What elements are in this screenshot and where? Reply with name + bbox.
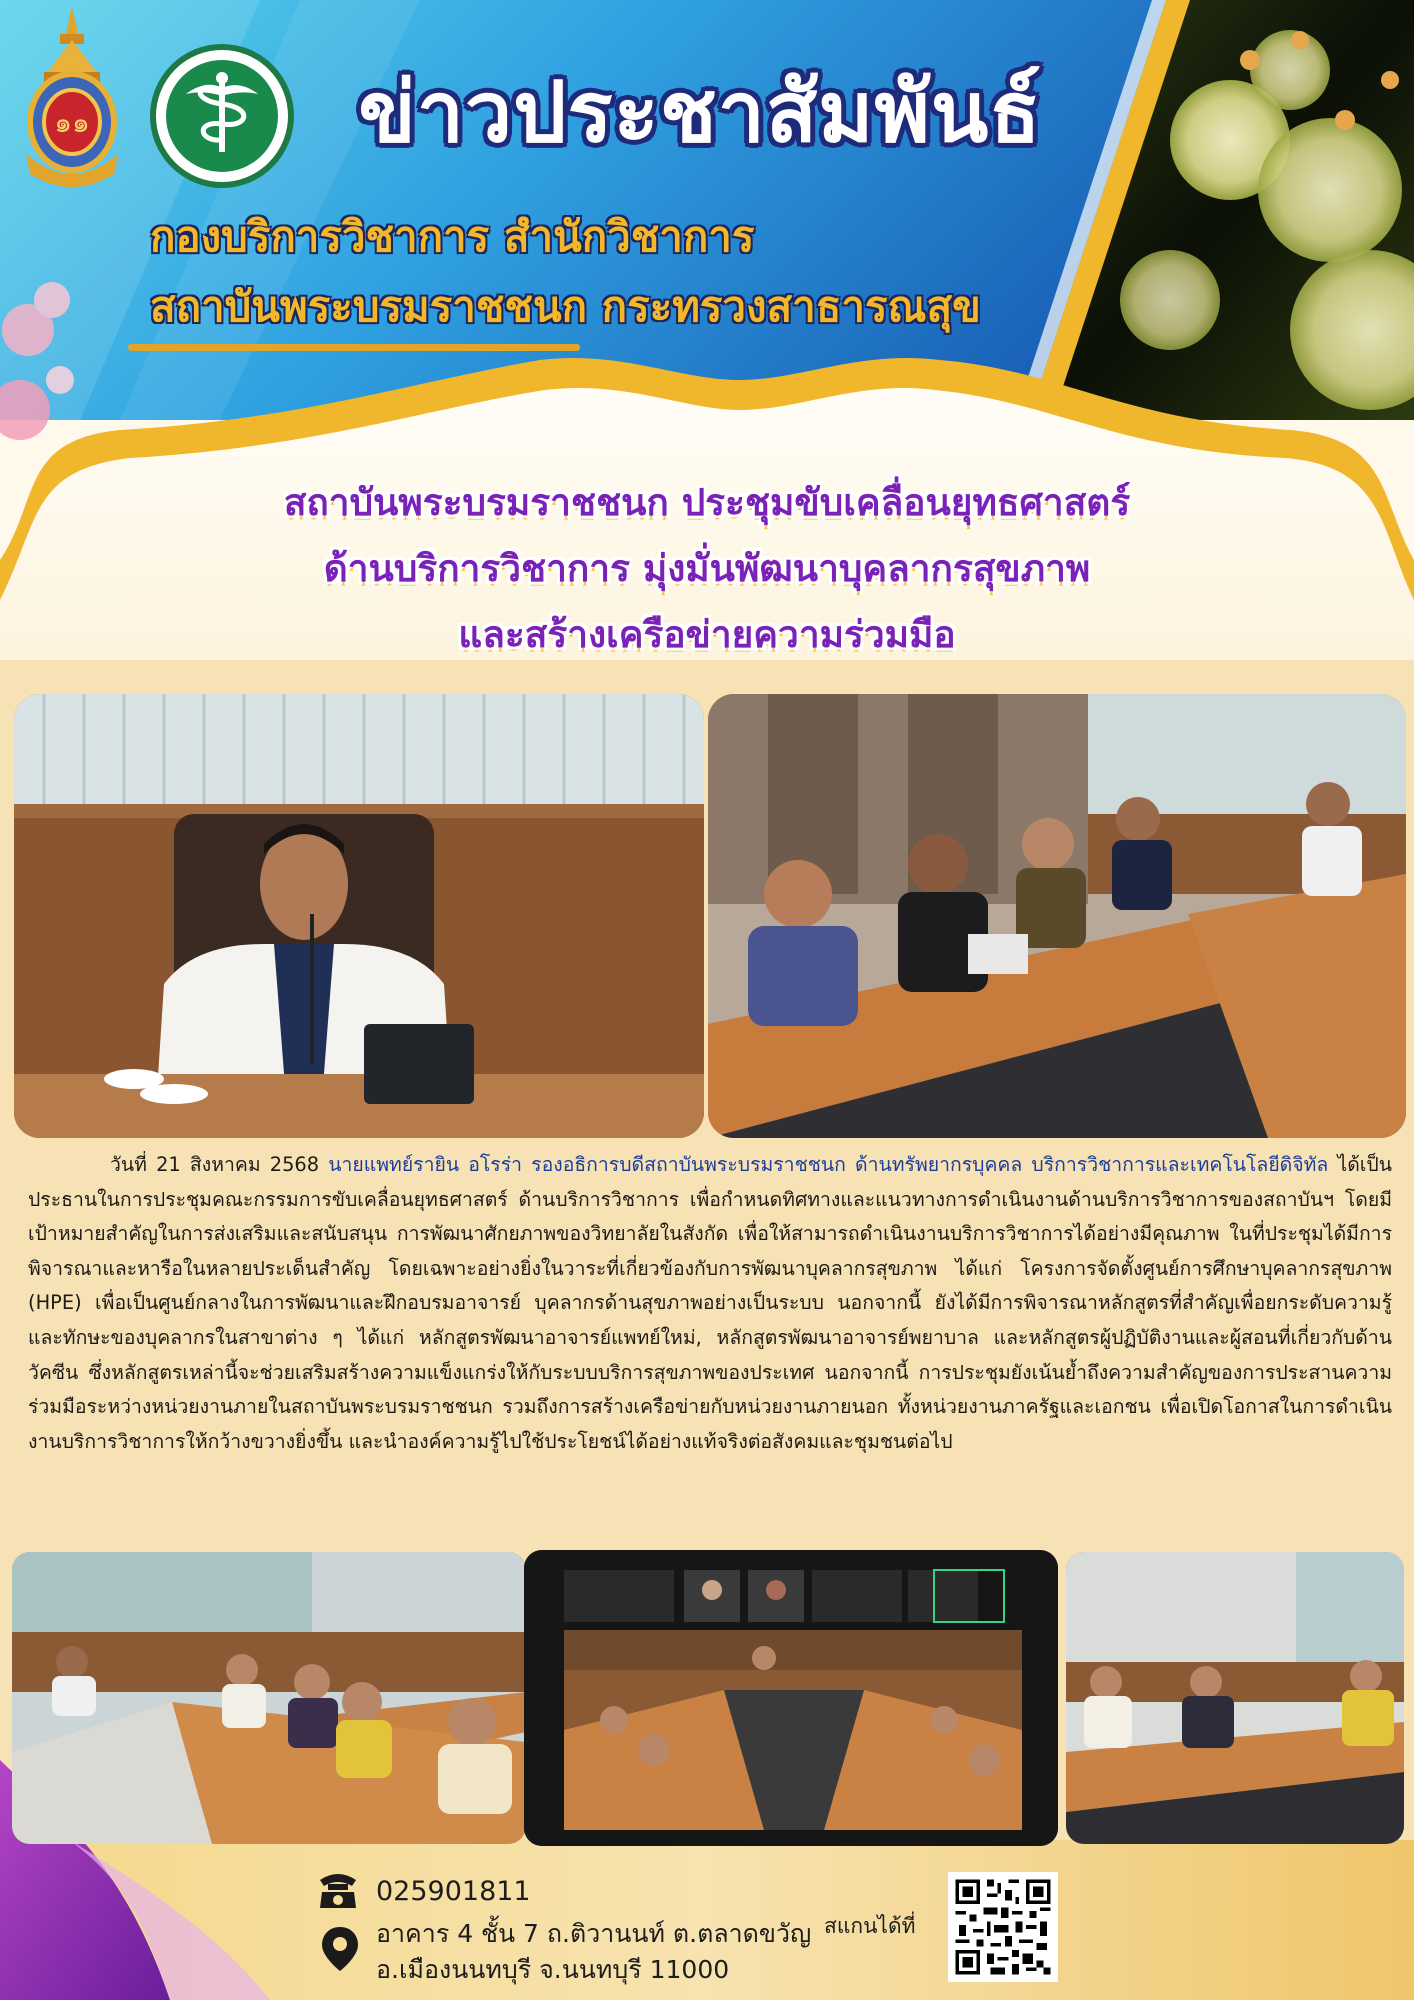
footer-address-line-2: อ.เมืองนนทบุรี จ.นนทบุรี 11000 [376, 1955, 730, 1984]
article-text: ได้เป็นประธานในการประชุมคณะกรรมการขับเคลื่อนยุทธศาสตร์ ด้านบริการวิชาการ เพื่อกำหนดทิศทางและแนวทางการดำเนินงานด้านบริการวิชาการของสถาบันฯ โดยมีเป้าหมายสำคัญในการส่งเสริมและสนับสนุน การพัฒนาศักยภาพของวิทยาลัยในสังกัด เพื่อให้สามารถดำเนินงานบริการวิชาการได้อย่างมีคุณภาพ ในที่ประชุมได้มีการพิจารณาและหารือในหลายประเด็นสำคัญ โดยเฉพาะอย่างยิ่งในวาระที่เกี่ยวข้องกับการพัฒนาบุคลากรสุขภาพ ได้แก่ โครงการจัดตั้งศูนย์การศึกษาบุคลากรสุขภาพ (HPE) เพื่อเป็นศูนย์กลางในการพัฒนาและฝึกอบรมอาจารย์ บุคลากรด้านสุขภาพอย่างเป็นระบบ นอกจากนี้ ยังได้มีการพิจารณาหลักสูตรที่สำคัญเพื่อยกระดับความรู้และทักษะของบุคลากรในสาขาต่าง ๆ ได้แก่ หลักสูตรพัฒนาอาจารย์แพทย์ใหม่, หลักสูตรพัฒนาอาจารย์พยาบาล และหลักสูตรผู้ปฏิบัติงานและผู้สอนที่เกี่ยวกับด้านวัคซีน ซึ่งหลักสูตรเหล่านี้จะช่วยเสริมสร้างความแข็งแกร่งให้กับระบบบริการสุขภาพของประเทศ นอกจากนี้ การประชุมยังเน้นย้ำถึงความสำคัญของการประสานความร่วมมือระหว่างหน่วยงานภายในสถาบันพระบรมราชชนก รวมถึงการสร้างเครือข่ายกับหน่วยงานภายนอก ทั้งหน่วยงานภาครัฐและเอกชน เพื่อเปิดโอกาสในการดำเนินงานบริการวิชาการให้กว้างขวางยิ่งขึ้น และนำองค์ความรู้ไปใช้ประโยชน์ได้อย่างแท้จริงต่อสังคมและชุมชนต่อไป [28, 1153, 1392, 1453]
headline-line-2: ด้านบริการวิชาการ มุ่งมั่นพัฒนาบุคลากรสุขภาพ [323, 547, 1091, 590]
headline-line-1: สถาบันพระบรมราชชนก ประชุมขับเคลื่อนยุทธศาสตร์ [283, 481, 1131, 524]
footer-phone: 025901811 [376, 1876, 531, 1907]
organization-line-2: สถาบันพระบรมราชชนก กระทรวงสาธารณสุข [150, 282, 981, 331]
photo-meeting-room-left [12, 1552, 526, 1844]
institute-emblem-icon [14, 4, 130, 194]
article-chairperson: นายแพทย์รายิน อโรร่า รองอธิการบดีสถาบันพระบรมราชชนก ด้านทรัพยากรบุคคล บริการวิชาการและเทคโนโลยีดิจิทัล [328, 1153, 1329, 1176]
headline [120, 470, 1294, 668]
photo-meeting-table [708, 694, 1406, 1138]
caduceus-icon [156, 50, 288, 182]
svg-text:๑๑: ๑๑ [54, 106, 90, 139]
article-body [28, 1148, 1392, 1459]
phone-icon [316, 1870, 360, 1910]
news-title: ข่าวประชาสัมพันธ์ [358, 63, 1042, 161]
photo-meeting-room-right [1066, 1552, 1404, 1844]
photo-video-conference [524, 1550, 1058, 1846]
article-date: วันที่ 21 สิงหาคม 2568 [110, 1153, 329, 1176]
footer-scan-label: สแกนได้ที่ [824, 1914, 916, 1938]
photo-chairman [14, 694, 704, 1138]
title-underline [128, 344, 580, 351]
footer-address-line-1: อาคาร 4 ชั้น 7 ถ.ติวานนท์ ต.ตลาดขวัญ [376, 1919, 812, 1948]
organization-line-1: กองบริการวิชาการ สำนักวิชาการ [150, 212, 755, 261]
location-pin-icon [320, 1925, 360, 1973]
qr-code-icon[interactable] [948, 1872, 1058, 1982]
ministry-of-public-health-logo [150, 44, 294, 188]
headline-line-3: และสร้างเครือข่ายความร่วมมือ [458, 613, 956, 656]
